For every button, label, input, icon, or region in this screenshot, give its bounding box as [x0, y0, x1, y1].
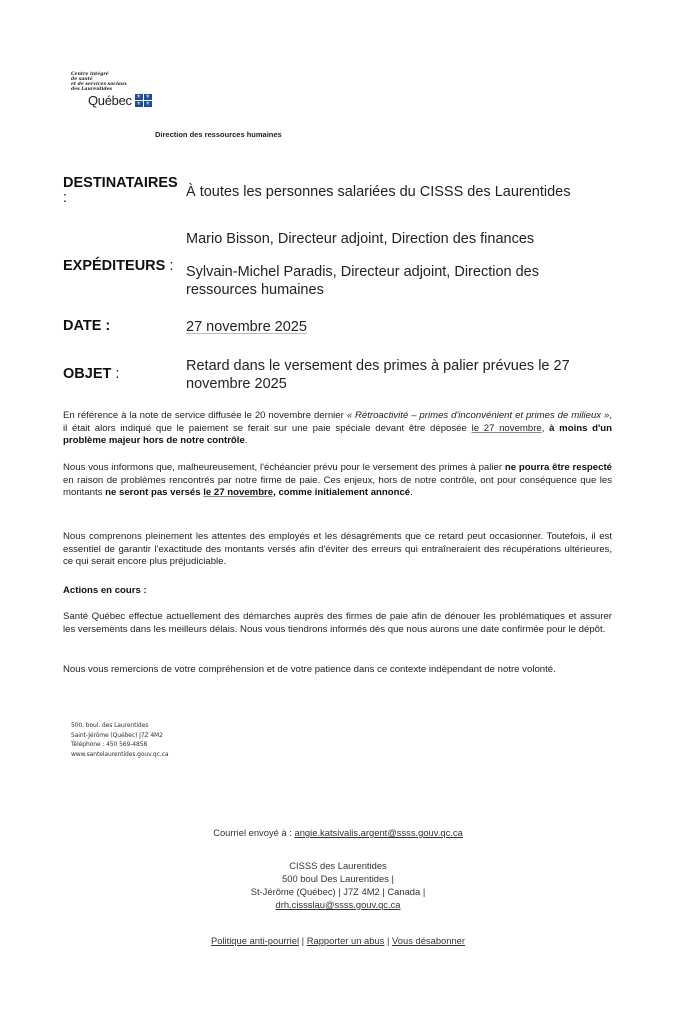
logo-org-name: [71, 72, 171, 92]
senders-label: [63, 258, 173, 274]
address-phone: Téléphone : 450 569-4858: [71, 741, 148, 748]
subject-colon: :: [115, 366, 120, 382]
subject-label-text: OBJET: [63, 366, 112, 382]
p2-text: .: [410, 487, 413, 499]
recipients-label-text: DESTINATAIRES: [63, 175, 178, 191]
date-label: DATE :: [63, 318, 111, 334]
p2-emphasis: , comme initialement annoncé: [273, 487, 411, 499]
quebec-flag-icon: [135, 94, 152, 107]
quebec-wordmark: [88, 93, 171, 108]
paragraph-understanding: Nous comprenons pleinement les attentes des employés et les désagréments que ce retard peut occasionner. Toutefois, il est essentiel de garantir l'exactitude des montants versés afin d'éviter des erreurs qui entraîneraient des récupérations ultérieures, ce qui serait encore plus préjudiciable.: [63, 531, 612, 568]
paragraph-reference: [63, 410, 612, 448]
p1-text: , il était alors indiqué que le paiement se ferait sur une paie spéciale devant être déposée: [63, 410, 612, 434]
quebec-word: Québec: [88, 93, 132, 108]
p1-date: le 27 novembre: [471, 422, 542, 434]
sender-1: Mario Bisson, Directeur adjoint, Direction des finances: [186, 231, 535, 247]
department-name: Direction des ressources humaines: [155, 130, 282, 139]
senders-label-text: EXPÉDITEURS: [63, 258, 166, 274]
p1-text: .: [244, 435, 248, 447]
sender-2: Sylvain-Michel Paradis, Directeur adjoint, Direction des ressources humaines: [186, 264, 539, 298]
p2-date: le 27 novembre: [203, 487, 274, 499]
paragraph-delay: [63, 462, 612, 500]
p2-emphasis: ne seront pas versés: [105, 487, 204, 499]
senders-colon: :: [169, 258, 174, 274]
sent-to-line: [0, 826, 676, 839]
recipients-colon: :: [63, 190, 68, 206]
fleur-de-lis-icon: ⚜: [136, 93, 141, 100]
org-name: CISSS des Laurentides: [289, 860, 387, 871]
link-separator: |: [299, 935, 307, 946]
address-block: [71, 721, 168, 759]
p1-note-title: « Rétroactivité – primes d'inconvénient et primes de milieux »: [346, 410, 610, 421]
logo-line: de santé: [71, 77, 93, 82]
org-email-link[interactable]: drh.cissslau@ssss.gouv.qc.ca: [275, 899, 401, 910]
recipients-label: [63, 175, 178, 191]
subject-label: [63, 366, 119, 382]
recipient-email-link[interactable]: angie.katsivalis.argent@ssss.gouv.qc.ca: [294, 827, 463, 838]
unsubscribe-link[interactable]: Vous désabonner: [392, 935, 466, 946]
report-abuse-link[interactable]: Rapporter un abus: [306, 935, 385, 946]
paragraph-actions: Santé Québec effectue actuellement des démarches auprès des firmes de paie afin de dénouer les problématiques et assurer les versements dans les meilleurs délais. Nous vous tiendrons informés dès que nous aurons une date confirmée pour le dépôt.: [63, 611, 612, 635]
paragraph-thanks: Nous vous remercions de votre compréhension et de votre patience dans ce contexte indépendant de notre volonté.: [63, 664, 556, 675]
p1-emphasis: à moins d'un problème majeur hors de notre contrôle: [63, 422, 612, 447]
fleur-de-lis-icon: ⚜: [136, 100, 141, 107]
org-street: 500 boul Des Laurentides |: [282, 873, 394, 884]
address-street: 500, boul. des Laurentides: [71, 722, 149, 729]
logo-line: des Laurentides: [71, 87, 113, 92]
p1-text: En référence à la note de service diffusée le 20 novembre dernier: [63, 410, 347, 421]
logo-line: et de services sociaux: [71, 82, 127, 87]
anti-spam-policy-link[interactable]: Politique anti-pourriel: [210, 935, 300, 946]
fleur-de-lis-icon: ⚜: [145, 100, 150, 107]
org-footer: [0, 859, 676, 911]
p2-text: en raison de problèmes rencontrés par notre firme de paie. Ces enjeux, hors de notre contrôle, ont pour conséquence que les montants: [63, 474, 612, 499]
logo-line: Centre intégré: [71, 72, 109, 77]
fleur-de-lis-icon: ⚜: [145, 93, 150, 100]
cisss-logo: [71, 72, 171, 108]
subject-value: Retard dans le versement des primes à palier prévues le 27 novembre 2025: [186, 358, 570, 392]
sent-to-label: Courriel envoyé à :: [213, 827, 295, 838]
address-website: www.santelaurentides.gouv.qc.ca: [71, 750, 169, 758]
address-city: Saint-Jérôme (Québec) J7Z 4M2: [71, 731, 163, 739]
footer-links: [0, 934, 676, 947]
date-value: [186, 318, 307, 336]
link-separator: |: [384, 935, 393, 946]
p2-emphasis: ne pourra être respecté: [504, 462, 612, 473]
recipients-value: À toutes les personnes salariées du CISSS des Laurentides: [186, 184, 571, 200]
p2-text: Nous vous informons que, malheureusement, l'échéancier prévu pour le versement des primes à palier: [63, 462, 505, 473]
date-text: 27 novembre 2025: [186, 319, 307, 335]
org-city: St-Jérôme (Québec) | J7Z 4M2 | Canada |: [250, 886, 426, 897]
actions-heading: Actions en cours :: [63, 585, 147, 596]
p1-text: ,: [541, 422, 550, 434]
